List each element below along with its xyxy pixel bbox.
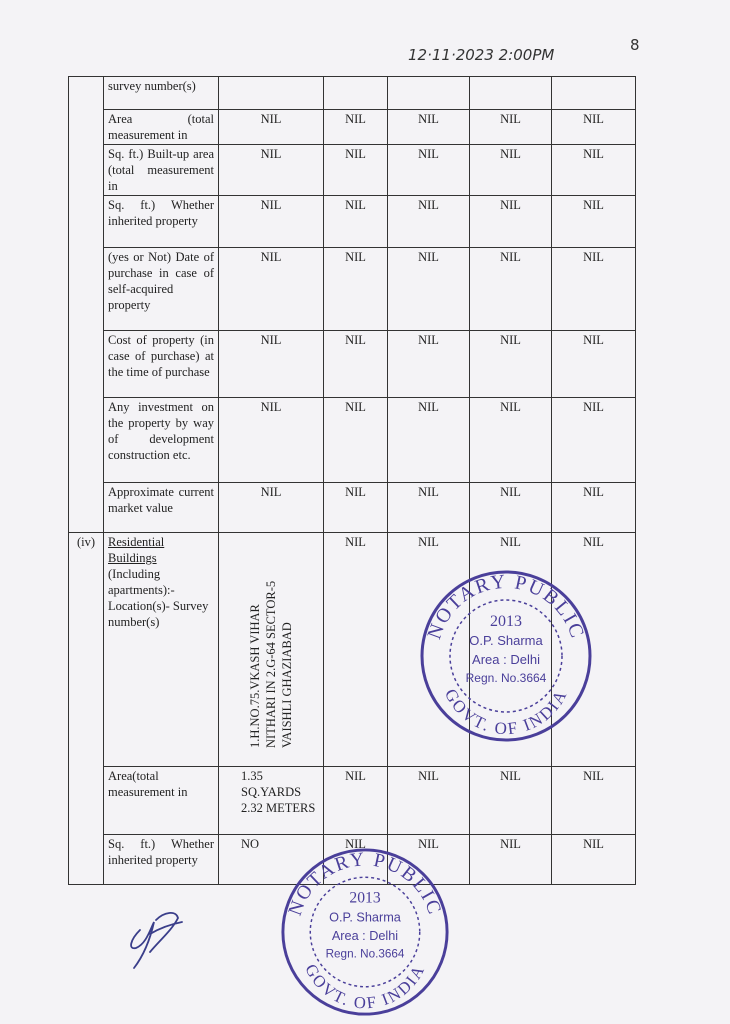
row-description: Area (total measurement in: [104, 110, 219, 145]
value-cell: NIL: [388, 248, 470, 331]
value-cell: NIL: [552, 248, 636, 331]
row-description: Sq. ft.) Built-up area (total measurement in: [104, 145, 219, 196]
value-cell: NIL: [388, 196, 470, 248]
value-cell: NIL: [552, 398, 636, 483]
value-cell: NIL: [470, 110, 552, 145]
residential-subtext: (Including apartments):- Location(s)- Survey number(s): [108, 567, 209, 629]
seal-name: O.P. Sharma: [469, 633, 543, 648]
value-cell: NIL: [552, 767, 636, 835]
row-description: Sq. ft.) Whether inherited property: [104, 196, 219, 248]
notary-seal-lower: [279, 846, 451, 1018]
seal2-year: 2013: [349, 889, 381, 907]
signature-mark: [120, 900, 190, 975]
value-cell: NIL: [552, 483, 636, 533]
seal-regn: Regn. No.3664: [465, 671, 547, 685]
value-cell: NIL: [470, 533, 552, 767]
value-cell: NIL: [470, 767, 552, 835]
value-cell: NIL: [388, 398, 470, 483]
value-cell: NIL: [324, 110, 388, 145]
first-value-cell: NO: [219, 835, 324, 885]
location-cell: [219, 533, 324, 767]
table-row: [69, 77, 636, 110]
value-cell: NIL: [470, 835, 552, 885]
value-cell: [324, 77, 388, 110]
table-row: [69, 483, 636, 533]
section-number: (iv): [69, 533, 104, 885]
table-row: [69, 767, 636, 835]
value-cell: NIL: [219, 248, 324, 331]
value-cell: NIL: [470, 248, 552, 331]
value-cell: NIL: [324, 533, 388, 767]
value-cell: [552, 77, 636, 110]
value-cell: NIL: [470, 331, 552, 398]
value-cell: NIL: [324, 483, 388, 533]
handwritten-date: 12·11·2023 2:00PM: [408, 46, 555, 64]
row-description: Sq. ft.) Whether inherited property: [104, 835, 219, 885]
value-cell: NIL: [552, 110, 636, 145]
value-cell: NIL: [552, 533, 636, 767]
seal-bottom-text: GOVT. OF INDIA: [440, 685, 572, 739]
value-cell: NIL: [552, 331, 636, 398]
value-cell: NIL: [219, 483, 324, 533]
seal2-area: Area : Delhi: [331, 928, 399, 943]
row-description: survey number(s): [104, 77, 219, 110]
value-cell: NIL: [324, 835, 388, 885]
seal-year: 2013: [490, 613, 522, 630]
value-cell: NIL: [552, 196, 636, 248]
value-cell: NIL: [219, 145, 324, 196]
value-cell: NIL: [470, 398, 552, 483]
value-cell: NIL: [219, 110, 324, 145]
seal2-name: O.P. Sharma: [329, 910, 401, 925]
value-cell: NIL: [219, 331, 324, 398]
value-cell: NIL: [388, 145, 470, 196]
value-cell: [219, 77, 324, 110]
table-row: [69, 110, 636, 145]
value-cell: NIL: [388, 835, 470, 885]
table-row: [69, 398, 636, 483]
svg-text:NOTARY PUBLIC: [285, 849, 445, 918]
row-description: Cost of property (in case of purchase) at the time of purchase: [104, 331, 219, 398]
value-cell: NIL: [388, 533, 470, 767]
row-description: Approximate current market value: [104, 483, 219, 533]
value-cell: NIL: [219, 196, 324, 248]
seal2-regn: Regn. No.3664: [325, 947, 405, 961]
value-cell: NIL: [324, 196, 388, 248]
location-vertical-text: 1.H.NO.75.VKASH VIHAR NITHARI IN 2.G-64 SECTOR-5 VAISHLI GHAZIABAD: [248, 580, 294, 748]
row-description: Area(total measurement in: [104, 767, 219, 835]
value-cell: NIL: [324, 248, 388, 331]
page-number: 8: [630, 36, 640, 54]
first-value-cell: 1.35 SQ.YARDS 2.32 METERS: [219, 767, 324, 835]
svg-text:NOTARY PUBLIC: [423, 571, 588, 642]
table-row: [69, 248, 636, 331]
table-row: [69, 145, 636, 196]
value-cell: NIL: [219, 398, 324, 483]
value-cell: NIL: [388, 331, 470, 398]
seal-area: Area : Delhi: [472, 652, 540, 667]
svg-text:GOVT. OF INDIA: [441, 686, 571, 739]
value-cell: [470, 77, 552, 110]
value-cell: [388, 77, 470, 110]
assets-table: [68, 76, 636, 885]
value-cell: NIL: [388, 483, 470, 533]
section-number-cell: [69, 77, 104, 533]
value-cell: NIL: [388, 110, 470, 145]
value-cell: NIL: [552, 145, 636, 196]
residential-description: [104, 533, 219, 767]
residential-title: Residential Buildings: [108, 535, 165, 565]
svg-text:GOVT. OF INDIA: [301, 961, 428, 1013]
table-row: [69, 196, 636, 248]
value-cell: NIL: [388, 767, 470, 835]
value-cell: NIL: [324, 145, 388, 196]
value-cell: NIL: [470, 145, 552, 196]
value-cell: NIL: [324, 331, 388, 398]
seal2-bottom-text: GOVT. OF INDIA: [301, 960, 429, 1013]
table-row: [69, 331, 636, 398]
row-description: (yes or Not) Date of purchase in case of self-acquired property: [104, 248, 219, 331]
value-cell: NIL: [470, 483, 552, 533]
value-cell: NIL: [324, 398, 388, 483]
seal2-top-text: NOTARY PUBLIC: [284, 849, 446, 919]
row-description: Any investment on the property by way of development construction etc.: [104, 398, 219, 483]
value-cell: NIL: [324, 767, 388, 835]
seal-top-text: NOTARY PUBLIC: [423, 570, 589, 643]
value-cell: NIL: [552, 835, 636, 885]
value-cell: NIL: [470, 196, 552, 248]
notary-seal-upper: [418, 568, 594, 744]
